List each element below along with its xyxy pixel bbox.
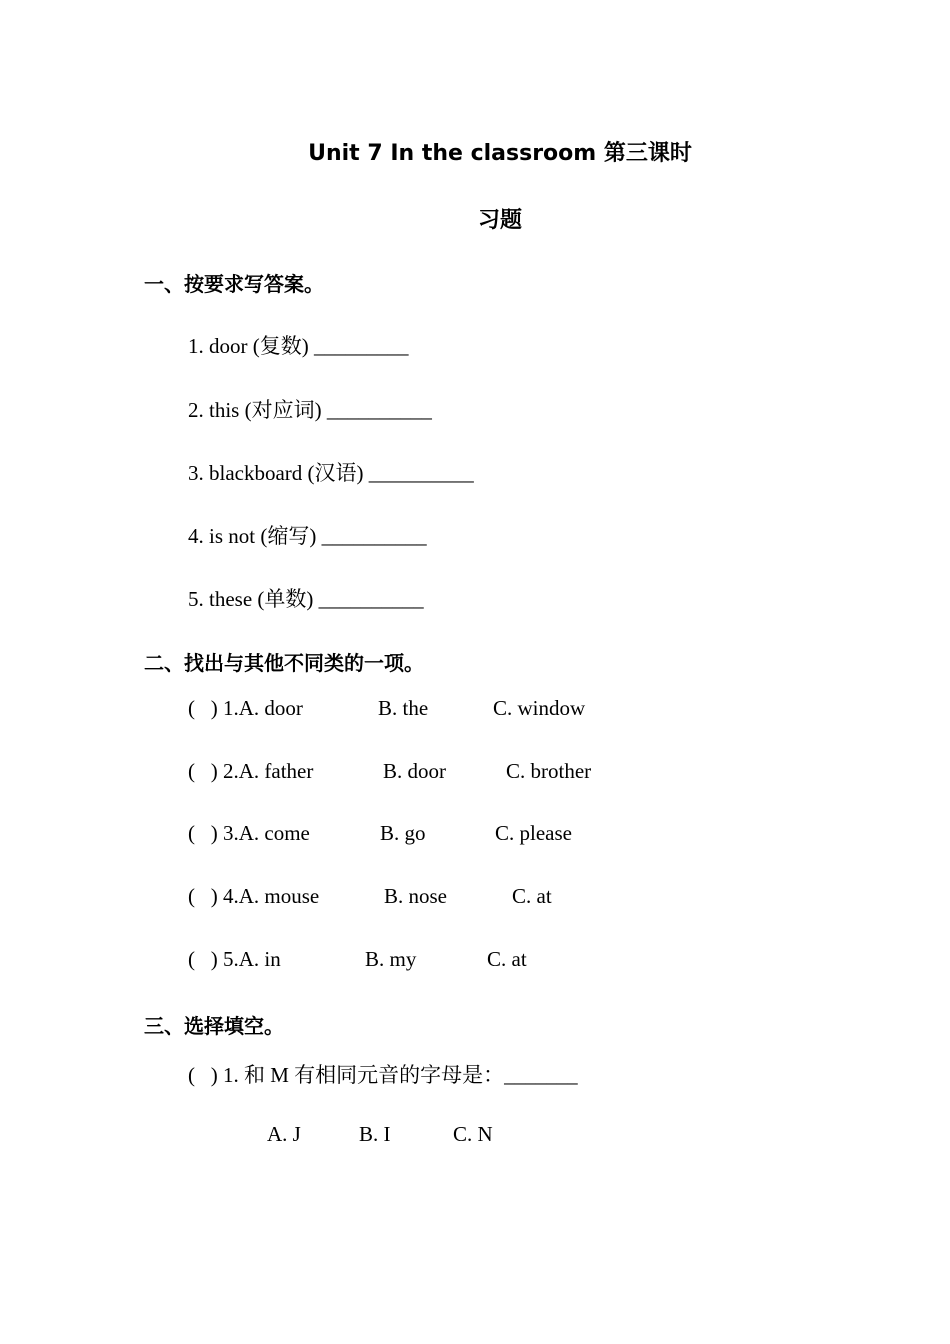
question-stem: ( ) 5.A. in (188, 947, 281, 971)
fill-in-item: 3. blackboard (汉语) __________ (188, 461, 474, 485)
option-c: C. at (487, 947, 527, 971)
multiple-choice-question: ( ) 1. 和 M 有相同元音的字母是：_______ (188, 1063, 578, 1087)
fill-in-item: 1. door (复数) _________ (188, 334, 409, 358)
question-stem: ( ) 2.A. father (188, 759, 314, 783)
option-b: B. door (383, 759, 446, 783)
section-heading-1: 一、按要求写答案。 (144, 272, 324, 296)
question-stem: ( ) 1.A. door (188, 696, 303, 720)
option-c: C. N (453, 1122, 493, 1146)
option-b: B. go (380, 821, 426, 845)
fill-in-item: 2. this (对应词) __________ (188, 398, 432, 422)
section-heading-2: 二、找出与其他不同类的一项。 (144, 651, 424, 675)
section-heading-3: 三、选择填空。 (144, 1014, 284, 1038)
option-c: C. at (512, 884, 552, 908)
option-b: B. the (378, 696, 429, 720)
option-c: C. brother (506, 759, 592, 783)
option-b: B. my (365, 947, 417, 971)
page-subtitle: 习题 (477, 208, 522, 233)
fill-in-item: 4. is not (缩写) __________ (188, 524, 427, 548)
question-stem: ( ) 4.A. mouse (188, 884, 320, 908)
page-title: Unit 7 In the classroom 第三课时 (308, 141, 692, 166)
question-stem: ( ) 3.A. come (188, 821, 310, 845)
option-a: A. J (267, 1122, 301, 1146)
option-c: C. please (495, 821, 572, 845)
option-b: B. nose (384, 884, 447, 908)
option-b: B. I (359, 1122, 391, 1146)
multiple-choice-options (188, 1122, 493, 1247)
option-c: C. window (493, 696, 586, 720)
fill-in-item: 5. these (单数) __________ (188, 587, 424, 611)
